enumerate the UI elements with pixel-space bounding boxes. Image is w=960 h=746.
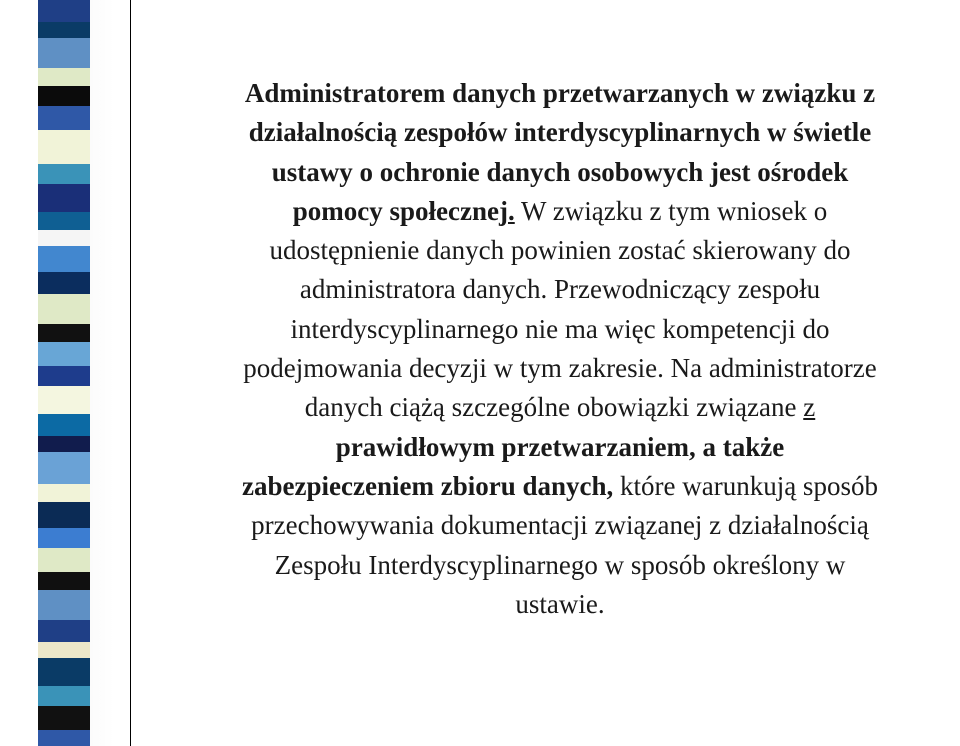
stripe-block (38, 212, 90, 230)
stripe-block (38, 572, 90, 590)
text-line (160, 428, 960, 467)
text-line (160, 153, 960, 192)
text-line (160, 467, 960, 506)
text-line-3: ustawy o ochronie danych osobowych jest ośrodek (271, 156, 849, 187)
stripe-block (38, 184, 90, 212)
text-line-14: ustawie. (515, 588, 605, 619)
text-line (160, 310, 960, 349)
text-line-4-rest: W związku z tym wniosek o (514, 195, 828, 226)
vertical-rule (118, 0, 142, 746)
text-line-5: udostępnienie danych powinien zostać skierowany do (269, 235, 851, 266)
stripe-block (38, 342, 90, 366)
text-line (160, 74, 960, 113)
stripe-block (38, 272, 90, 294)
stripe-block (38, 590, 90, 620)
text-line-10: prawidłowym przetwarzaniem, a także (335, 431, 785, 462)
text-line-11-rest: które warunkują sposób (613, 470, 878, 501)
text-line (160, 192, 960, 231)
text-line (160, 546, 960, 585)
stripe-block (38, 106, 90, 130)
text-line (160, 349, 960, 388)
stripe-block (38, 548, 90, 572)
decorative-stripe (38, 0, 90, 746)
vertical-rule-line (130, 0, 131, 746)
stripe-block (38, 68, 90, 86)
stripe-block (38, 414, 90, 436)
text-line-2: działalnością zespołów interdyscyplinarnych w świetle (248, 117, 872, 148)
stripe-block (38, 324, 90, 342)
stripe-block (38, 686, 90, 706)
stripe-block (38, 386, 90, 414)
stripe-block (38, 452, 90, 484)
stripe-block (38, 528, 90, 548)
text-line-13: Zespołu Interdyscyplinarnego w sposób określony w (274, 549, 846, 580)
stripe-block (38, 366, 90, 386)
stripe-block (38, 484, 90, 502)
stripe-block (38, 436, 90, 452)
stripe-block (38, 164, 90, 184)
slide-body (160, 74, 960, 624)
stripe-block (38, 22, 90, 38)
text-line-1: Administratorem danych przetwarzanych w związku z (244, 78, 876, 108)
text-line (160, 113, 960, 152)
text-line-8: podejmowania decyzji w tym zakresie. Na administratorze (243, 353, 877, 384)
text-line (160, 270, 960, 309)
text-line-9-underlined: z (803, 392, 816, 423)
stripe-block (38, 246, 90, 272)
text-line (160, 585, 960, 624)
stripe-block (38, 502, 90, 528)
stripe-block (38, 0, 90, 22)
text-line-11-bold: zabezpieczeniem zbioru danych, (242, 470, 614, 501)
text-line (160, 388, 960, 427)
stripe-block (38, 730, 90, 746)
stripe-block (38, 130, 90, 164)
text-line-4-dot: . (508, 195, 515, 226)
text-line (160, 506, 960, 545)
text-line-6: administratora danych. Przewodniczący zespołu (299, 274, 821, 305)
text-line-4-bold: pomocy społecznej (292, 195, 508, 226)
stripe-block (38, 38, 90, 68)
stripe-block (38, 620, 90, 642)
text-line-9: danych ciążą szczególne obowiązki związane (304, 392, 804, 423)
text-line-7: interdyscyplinarnego nie ma więc kompetencji do (290, 313, 830, 344)
stripe-block (38, 230, 90, 246)
stripe-block (38, 658, 90, 686)
stripe-block (38, 706, 90, 730)
stripe-block (38, 294, 90, 324)
text-line-12: przechowywania dokumentacji związanej z działalnością (251, 510, 869, 541)
stripe-block (38, 642, 90, 658)
text-line (160, 231, 960, 270)
stripe-block (38, 86, 90, 106)
